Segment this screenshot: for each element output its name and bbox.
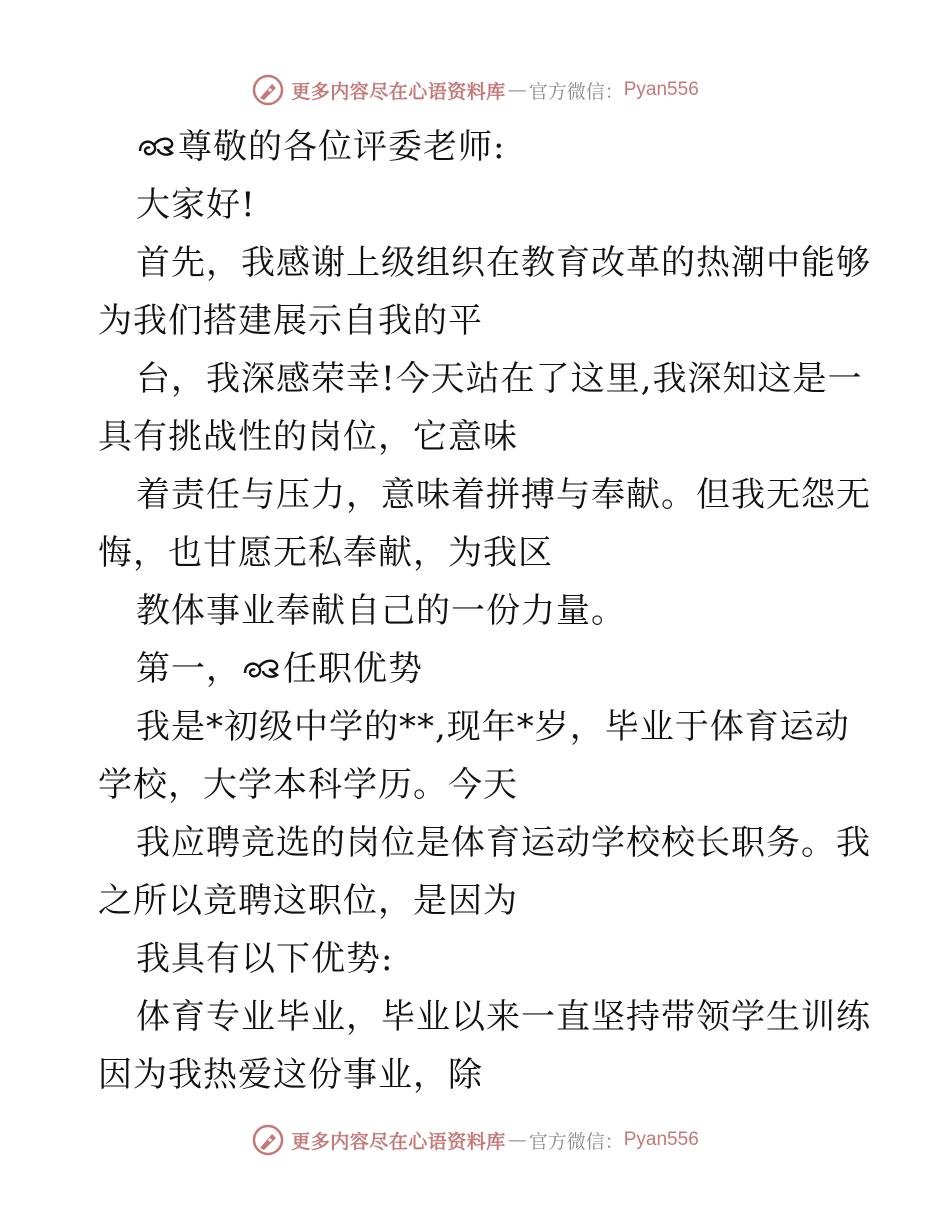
paragraph-line: 具有挑战性的岗位，它意味 — [98, 417, 518, 457]
hello-line: 大家好! — [136, 185, 256, 225]
greeting-text: 尊敬的各位评委老师: — [178, 127, 506, 167]
paragraph-line: 我是*初级中学的**,现年*岁，毕业于体育运动 — [136, 707, 850, 747]
paragraph-line: 着责任与压力，意味着拼搏与奉献。但我无怨无 — [136, 475, 871, 515]
watermark-site-text: 更多内容尽在心语资料库 — [291, 1130, 506, 1153]
paragraph-line: 之所以竞聘这职位，是因为 — [98, 881, 518, 921]
paragraph-line: 体育专业毕业，毕业以来一直坚持带领学生训练 — [136, 997, 871, 1037]
paragraph-line: 我具有以下优势: — [136, 939, 394, 979]
greeting-line — [98, 118, 858, 176]
paragraph-line: 学校，大学本科学历。今天 — [98, 765, 518, 805]
watermark-id: Pyan556 — [623, 1129, 699, 1150]
paragraph-line: 首先，我感谢上级组织在教育改革的热潮中能够 — [136, 243, 871, 283]
paragraph-line: 教体事业奉献自己的一份力量。 — [136, 591, 626, 631]
section-prefix: 第一， — [136, 649, 241, 689]
flourish-icon — [241, 653, 281, 683]
paragraph-line: 悔，也甘愿无私奉献，为我区 — [98, 533, 553, 573]
paragraph-line: 为我们搭建展示自我的平 — [98, 301, 483, 341]
pen-nib-logo-icon — [251, 1123, 285, 1157]
paragraph-line: 因为我热爱这份事业，除 — [98, 1055, 483, 1095]
watermark-separator: — — [507, 79, 527, 101]
paragraph-line: 台，我深感荣幸!今天站在了这里,我深知这是一 — [136, 359, 863, 399]
footer-watermark — [0, 1120, 950, 1160]
header-watermark — [0, 70, 950, 110]
document-body — [98, 118, 871, 1104]
paragraph-line: 我应聘竞选的岗位是体育运动学校校长职务。我 — [136, 823, 871, 863]
section-heading — [98, 640, 858, 698]
watermark-separator: — — [507, 1129, 527, 1151]
watermark-label: 官方微信： — [528, 80, 624, 103]
pen-nib-logo-icon — [251, 73, 285, 107]
watermark-site-text: 更多内容尽在心语资料库 — [291, 80, 506, 103]
watermark-label: 官方微信： — [528, 1130, 624, 1153]
flourish-icon — [136, 131, 176, 161]
section-title: 任职优势 — [283, 649, 423, 689]
watermark-id: Pyan556 — [623, 79, 699, 100]
